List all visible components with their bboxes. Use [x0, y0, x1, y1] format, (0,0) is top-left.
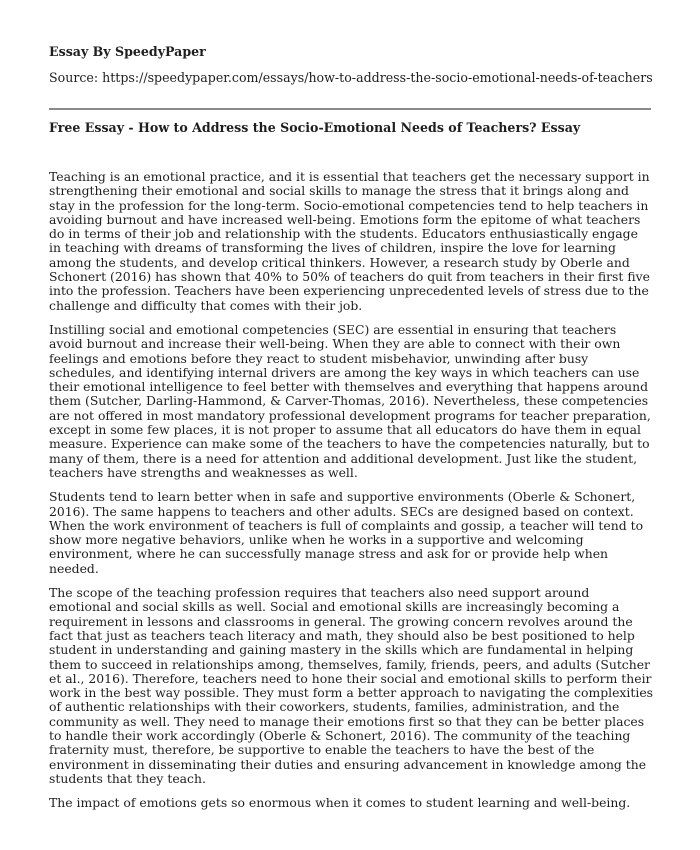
- header-divider: [49, 108, 651, 110]
- essay-paragraph: The impact of emotions gets so enormous when it comes to student learning and well-being.: [49, 795, 631, 811]
- source-line: Source: https://speedypaper.com/essays/how-to-address-the-socio-emotional-needs-of-teachers: [49, 70, 653, 85]
- essay-body: [49, 170, 653, 820]
- essay-title: Free Essay - How to Address the Socio-Emotional Needs of Teachers? Essay: [49, 120, 581, 135]
- essay-paragraph: Students tend to learn better when in safe and supportive environments (Oberle & Schonert, 2016). The same happens to teachers and other adults. SECs are designed based on context. When the work environment of teachers is full of complaints and gossip, a teacher will tend to show more negative behaviors, unlike when he works in a supportive and welcoming environment, where he can successfully manage stress and ask for or provide help when needed.: [49, 489, 644, 576]
- document-header-title: Essay By SpeedyPaper: [49, 44, 206, 59]
- essay-paragraph: Instilling social and emotional competencies (SEC) are essential in ensuring that teachers avoid burnout and increase their well-being. When they are able to connect with their own feelings and emotions before they react to student misbehavior, unwinding after busy schedules, and identifying internal drivers are among the key ways in which teachers can use their emotional intelligence to feel better with themselves and everything that happens around them (Sutcher, Darling-Hammond, & Carver-Thomas, 2016). Nevertheless, these competencies are not offered in most mandatory professional development programs for teacher preparation, except in some few places, it is not proper to assume that all educators do have them in equal measure. Experience can make some of the teachers to have the competencies naturally, but to many of them, there is a need for attention and additional development. Just like the student, teachers have strengths and weaknesses as well.: [49, 321, 651, 480]
- essay-paragraph: The scope of the teaching profession requires that teachers also need support around emotional and social skills as well. Social and emotional skills are increasingly becoming a requirement in lessons and classrooms in general. The growing concern revolves around the fact that just as teachers teach literacy and math, they should also be best positioned to help student in understanding and gaining mastery in the skills which are fundamental in helping them to succeed in relationships among, themselves, family, friends, peers, and adults (Sutcher et al., 2016). Therefore, teachers need to hone their social and emotional skills to perform their work in the best way possible. They must form a better approach to navigating the complexities of authentic relationships with their coworkers, students, families, administration, and the community as well. They need to manage their emotions first so that they can be better places to handle their work accordingly (Oberle & Schonert, 2016). The community of the teaching fraternity must, therefore, be supportive to enable the teachers to have the best of the environment in disseminating their duties and ensuring advancement in knowledge among the students that they teach.: [49, 585, 654, 786]
- essay-paragraph: Teaching is an emotional practice, and it is essential that teachers get the necessary support in strengthening their emotional and social skills to manage the stress that it brings along and stay in the profession for the long-term. Socio-emotional competencies tend to help teachers in avoiding burnout and have increased well-being. Emotions form the epitome of what teachers do in terms of their job and relationship with the students. Educators enthusiastically engage in teaching with dreams of transforming the lives of children, inspire the love for learning among the students, and develop critical thinkers. However, a research study by Oberle and Schonert (2016) has shown that 40% to 50% of teachers do quit from teachers in their first five into the profession. Teachers have been experiencing unprecedented levels of stress due to the challenge and difficulty that comes with their job.: [49, 169, 650, 313]
